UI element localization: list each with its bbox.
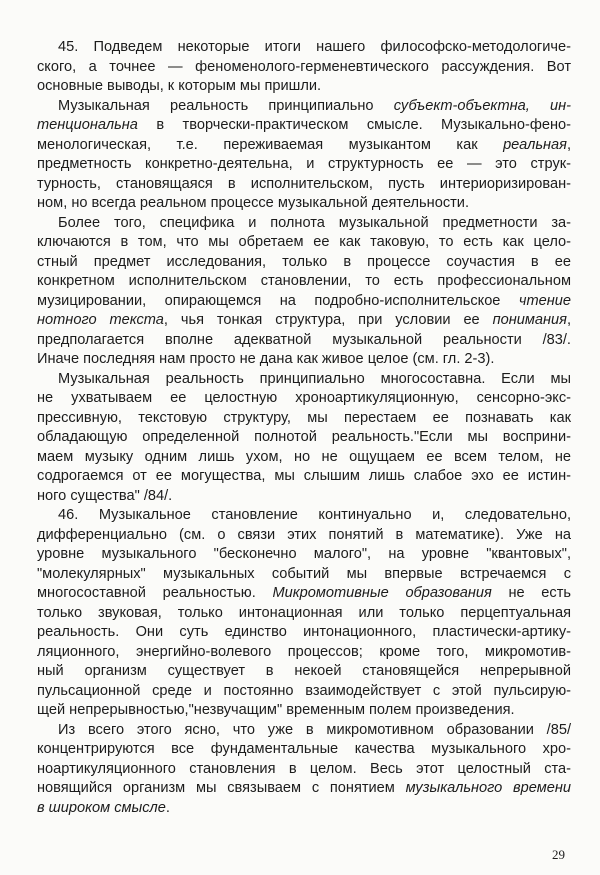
text-line [37, 565, 571, 585]
text-segment: уровне музыкального "бесконечно малого", на уровне "квантовых", [37, 546, 571, 562]
text-segment: дифференциально (см. о связи этих понятий в математике). Уже на [37, 526, 571, 543]
text-segment: , [566, 312, 572, 328]
text-line [37, 311, 571, 331]
text-line [37, 292, 571, 312]
text-line [37, 545, 571, 565]
text-segment: многосоставной реальностью. [37, 585, 273, 601]
text-segment: в творчески-практическом смысле. Музыкально-фено- [137, 117, 571, 133]
text-line [37, 350, 571, 370]
text-line [37, 272, 571, 292]
text-segment: , [566, 136, 571, 153]
text-segment: ляционного, энергийно-волевого процессов; кроме того, микромотив- [37, 643, 571, 660]
text-line [37, 604, 571, 624]
text-segment: ключаются в том, что мы обретаем ее как таковую, то есть как цело- [37, 234, 571, 250]
text-segment: содрогаемся от ее могущества, мы слышим лишь слабое эхо ее истин- [37, 468, 571, 484]
text-segment: стный предмет исследования, только в процессе соучастия в ее [37, 253, 571, 270]
text-line [37, 623, 571, 643]
text-segment: "молекулярных" музыкальных событий мы впервые встречаемся с [37, 565, 571, 582]
text-line [37, 740, 571, 760]
text-segment: 45. Подведем некоторые итоги нашего философско-методологиче- [58, 39, 571, 55]
text-segment: маем музыку одним лишь ухом, но не ощущаем ее всем телом, не [37, 448, 571, 465]
text-line [37, 214, 571, 234]
text-segment: менологическая, т.е. переживаемая музыкантом как [37, 136, 504, 153]
italic-text: субъект-объектна, ин- [393, 97, 571, 114]
italic-text: тенциональна [37, 117, 138, 133]
text-line [37, 526, 571, 546]
italic-text: понимания [492, 312, 567, 328]
italic-text: в широком смысле [37, 799, 166, 816]
text-segment: предполагается вполне адекватной музыкальной реальности /83/. [37, 331, 571, 348]
text-line [37, 584, 571, 604]
text-segment: турность, становящаяся в исполнительском, пусть интериоризирован- [37, 175, 571, 192]
text-line [37, 175, 571, 195]
text-segment: ноартикуляционного становления в целом. Весь этот целостный ста- [37, 760, 571, 777]
text-segment: Из всего этого ясно, что уже в микромотивном образовании /85/ [58, 721, 571, 738]
text-segment: Более того, специфика и полнота музыкальной предметности за- [58, 214, 571, 231]
text-segment: пульсационной среде и постоянно взаимодействует с этой пульсирую- [37, 682, 571, 699]
text-line [37, 662, 571, 682]
text-segment: ного существа" /84/. [37, 487, 173, 504]
text-line [37, 389, 571, 409]
text-segment: предметность конкретно-деятельна, и структурность ее — это струк- [37, 156, 571, 172]
text-segment: конкретном исполнительском становлении, то есть профессиональном [37, 273, 571, 289]
text-segment: Музыкальная реальность принципиально [58, 97, 394, 114]
text-line [37, 77, 571, 97]
text-line [37, 136, 571, 156]
text-line [37, 467, 571, 487]
text-segment: реальность. Они суть единство интонационного, пластически-артику- [37, 624, 571, 640]
text-segment: только звуковая, только интонационная или только перцептуальная [37, 604, 571, 621]
text-segment: Иначе последняя нам просто не дана как живое целое (см. гл. 2-3). [37, 351, 495, 367]
text-line [37, 370, 571, 390]
text-segment: щей непрерывностью,"незвучащим" временным полем произведения. [37, 702, 515, 718]
text-segment: не есть [491, 585, 571, 601]
text-line [37, 233, 571, 253]
text-segment: . [165, 799, 170, 816]
text-line [37, 779, 571, 799]
text-segment: не ухватываем ее целостную хроноартикуляционную, сенсорно-экс- [37, 390, 571, 406]
text-segment: концентрируются все фундаментальные качества музыкального хро- [37, 741, 571, 757]
text-segment: обладающую определенной полнотой реальность."Если мы восприни- [37, 429, 571, 445]
text-segment: , чья тонкая структура, при условии ее [163, 312, 493, 328]
text-line [37, 682, 571, 702]
text-line [37, 97, 571, 117]
text-line [37, 331, 571, 351]
text-line [37, 253, 571, 273]
text-line [37, 409, 571, 429]
text-line [37, 760, 571, 780]
text-line [37, 155, 571, 175]
italic-text: чтение [518, 292, 571, 309]
text-line [37, 799, 571, 819]
italic-text: реальная [503, 136, 567, 153]
text-segment: Музыкальная реальность принципиально многосоставна. Если мы [58, 370, 571, 387]
text-line [37, 58, 571, 78]
text-line [37, 448, 571, 468]
italic-text: музыкального времени [405, 780, 572, 796]
text-line [37, 38, 571, 58]
text-line [37, 721, 571, 741]
text-segment: 46. Музыкальное становление континуально и, следовательно, [58, 507, 571, 523]
text-line [37, 701, 571, 721]
text-line [37, 116, 571, 136]
italic-text: нотного текста [37, 312, 164, 328]
text-line [37, 487, 571, 507]
page-body-text [37, 38, 571, 818]
text-segment: ный организм существует в некоей становящейся непрерывной [37, 663, 571, 679]
text-segment: основные выводы, к которым мы пришли. [37, 78, 322, 94]
text-line [37, 428, 571, 448]
text-segment: прессивную, текстовую структуру, мы перестаем ее познавать как [37, 409, 571, 426]
text-segment: музицировании, опирающемся на подробно-исполнительское [37, 292, 519, 309]
text-segment: ского, а точнее — феноменолого-герменевтического рассуждения. Вот [37, 58, 571, 75]
text-line [37, 194, 571, 214]
page-number: 29 [552, 847, 565, 862]
text-segment: новящийся организм мы связываем с понятием [37, 780, 406, 796]
text-line [37, 506, 571, 526]
text-line [37, 643, 571, 663]
text-segment: ном, но всегда реальном процессе музыкальной деятельности. [37, 195, 470, 211]
italic-text: Микромотивные образования [272, 585, 492, 601]
